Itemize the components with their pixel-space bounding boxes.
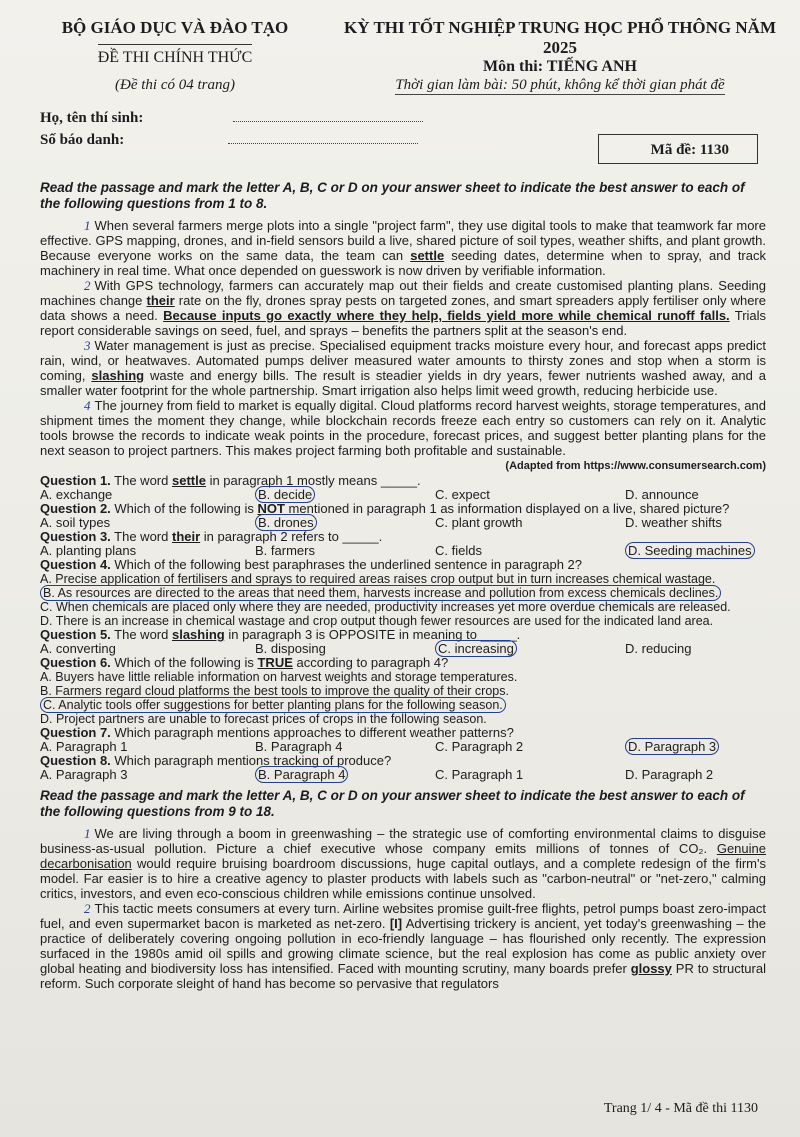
question-stem [40, 558, 766, 572]
answer-option[interactable] [40, 614, 766, 628]
question-label: Question 6. [40, 655, 111, 670]
question-label: Question 8. [40, 753, 111, 768]
page-count: (Đề thi có 04 trang) [115, 77, 235, 93]
question-keyword: settle [171, 473, 206, 488]
text: This tactic meets consumers at every turn. Airline websites promise guilt-free flights, petrol pumps boast zero-impact fuel, and even supermarket bacon is marketed as net-zero. [40, 901, 766, 931]
answer-options [40, 488, 766, 502]
answer-option[interactable] [625, 488, 766, 502]
question-text: The word [110, 473, 172, 488]
text: PR to structural reform. Such corporate sleight of hand has become so pervasive that regulators [40, 961, 766, 991]
question-keyword: their [171, 529, 201, 544]
paragraph-number: 3 [84, 338, 91, 353]
question-keyword: NOT [257, 501, 285, 516]
answer-option[interactable] [40, 516, 255, 530]
option-text: D. announce [625, 487, 699, 502]
question-4 [40, 558, 766, 628]
question-label: Question 4. [40, 557, 111, 572]
keyword-glossy: glossy [630, 961, 672, 976]
answer-option[interactable] [625, 544, 766, 558]
underlined-phrase: Genuine decarbonisation [40, 841, 766, 871]
exam-subject: Môn thi: TIẾNG ANH [483, 58, 637, 75]
question-stem [40, 754, 766, 768]
question-stem [40, 628, 766, 642]
option-text: C. Analytic tools offer suggestions for better planting plans for the following season. [40, 697, 506, 713]
answer-options [40, 516, 766, 530]
answer-option[interactable] [435, 544, 625, 558]
candidate-fields [40, 110, 423, 154]
answer-option[interactable] [40, 712, 766, 726]
passage1-paragraph-1 [40, 218, 766, 278]
question-label: Question 3. [40, 529, 111, 544]
question-text: The word [110, 627, 172, 642]
answer-option[interactable] [435, 740, 625, 754]
answer-option[interactable] [625, 768, 766, 782]
exam-time: Thời gian làm bài: 50 phút, không kể thời gian phát đề [395, 77, 725, 93]
answer-options [40, 572, 766, 628]
answer-option[interactable] [255, 768, 435, 782]
answer-option[interactable] [625, 740, 766, 754]
passage2-paragraph-2 [40, 901, 766, 991]
keyword-settle: settle [410, 248, 445, 263]
option-text: A. Paragraph 3 [40, 767, 128, 782]
answer-option[interactable] [40, 544, 255, 558]
question-text: Which paragraph mentions tracking of produce? [110, 753, 392, 768]
option-text: C. When chemicals are placed only where they are needed, productivity increases yet more overdue chemicals are released. [40, 600, 731, 614]
option-text: C. expect [435, 487, 490, 502]
answer-option[interactable] [40, 642, 255, 656]
question-keyword: TRUE [257, 655, 293, 670]
option-text: B. disposing [255, 641, 326, 656]
option-text: D. Paragraph 3 [625, 738, 719, 755]
option-text: D. Paragraph 2 [625, 767, 714, 782]
page-footer: Trang 1/ 4 - Mã đề thi 1130 [603, 1101, 758, 1116]
section2-instruction: Read the passage and mark the letter A, B, C or D on your answer sheet to indicate the best answer to each of the following questions from 9 to 18. [40, 788, 745, 819]
answer-option[interactable] [40, 586, 766, 600]
paragraph-number: 2 [84, 278, 91, 293]
text: With GPS technology, farmers can accurately map out their fields and create customised planting plans. Seeding machines change [40, 278, 766, 308]
answer-option[interactable] [255, 516, 435, 530]
text: seeding dates, determine when to spray, and track machinery in real time. What once depended on guesswork is now driven by verifiable information. [40, 248, 766, 278]
official-label: ĐỀ THI CHÍNH THỨC [98, 44, 252, 67]
answer-option[interactable] [40, 488, 255, 502]
option-text: B. Farmers regard cloud platforms the best tools to improve the quality of their crops. [40, 684, 509, 698]
text: waste and energy bills. The result is steadier yields in dry years, fewer nutrients washed away, and a smaller water footprint for the whole partnership. Smart irrigation also helps limit weed growth, reducing herbicide use. [40, 368, 766, 398]
question-7 [40, 726, 766, 754]
passage1-paragraph-3 [40, 338, 766, 398]
paragraph-number: 4 [84, 398, 91, 413]
text: The journey from field to market is equally digital. Cloud platforms record harvest weights, storage temperatures, and shipment times the moment they change, while blockchain records freeze each entry so customers can rely on it. Analytic tools browse the records to indicate weak points in the procedure, forecast prices, and suggest better planting plans for the next season to project partners. This makes project farming both profitable and sustainable. [40, 398, 766, 458]
text: Advertising trickery is ancient, yet today's greenwashing – the practice of deliberately covering ongoing pollution in eco-friendly language – has flourished only recently. The expression surfaced in the 1980s amid oil spills and growing climate science, but the real explosion has come as public anxiety over global heating and biodiversity loss has intensified. Faced with mounting scrutiny, many boards prefer [40, 916, 766, 976]
question-6 [40, 656, 766, 726]
question-stem [40, 502, 766, 516]
exam-title: KỲ THI TỐT NGHIỆP TRUNG HỌC PHỔ THÔNG NĂM 2025 [344, 18, 776, 57]
option-text: C. Paragraph 1 [435, 767, 524, 782]
source-citation: (Adapted from https://www.consumersearch.com) [505, 460, 766, 472]
underlined-sentence: Because inputs go exactly where they help, fields yield more while chemical runoff falls. [163, 308, 730, 323]
option-text: A. converting [40, 641, 116, 656]
question-text: Which of the following is [110, 655, 258, 670]
passage1-paragraph-4 [40, 398, 766, 458]
answer-option[interactable] [255, 544, 435, 558]
passage1-paragraph-2 [40, 278, 766, 338]
question-5 [40, 628, 766, 656]
answer-options [40, 768, 766, 782]
option-text: A. Buyers have little reliable information on harvest weights and storage temperatures. [40, 670, 518, 684]
section1-instruction: Read the passage and mark the letter A, B, C or D on your answer sheet to indicate the best answer to each of the following questions from 1 to 8. [40, 180, 745, 211]
question-keyword: slashing [171, 627, 225, 642]
option-text: D. reducing [625, 641, 692, 656]
option-text: B. Paragraph 4 [255, 766, 348, 783]
question-text: Which of the following is [110, 501, 258, 516]
question-label: Question 5. [40, 627, 111, 642]
option-text: C. plant growth [435, 515, 523, 530]
question-8 [40, 754, 766, 782]
question-label: Question 2. [40, 501, 111, 516]
answer-options [40, 740, 766, 754]
answer-option[interactable] [625, 516, 766, 530]
answer-option[interactable] [435, 642, 625, 656]
answer-option[interactable] [40, 670, 766, 684]
question-3 [40, 530, 766, 558]
option-text: A. exchange [40, 487, 113, 502]
paragraph-number: 1 [84, 826, 91, 841]
question-text: Which paragraph mentions approaches to different weather patterns? [110, 725, 514, 740]
option-text: C. increasing [435, 640, 517, 657]
option-text: A. Precise application of fertilisers and sprays to required areas raises crop output but in turn increases chemical wastage. [40, 572, 716, 586]
question-stem [40, 656, 766, 670]
answer-options [40, 544, 766, 558]
answer-option[interactable] [435, 488, 625, 502]
text: Trials report considerable savings on seed, fuel, and sprays – benefits the partners split at the season's end. [40, 308, 767, 338]
paragraph-number: 2 [84, 901, 91, 916]
text: When several farmers merge plots into a single "project farm", they use digital tools to make that teamwork far more effective. GPS mapping, drones, and in-field sensors build a live, shared picture of soil types, weather shifts, and plant growth. Because everyone works on the same data, the team can [40, 218, 766, 263]
question-label: Question 1. [40, 473, 111, 488]
option-text: D. Seeding machines [625, 542, 755, 559]
answer-option[interactable] [40, 600, 766, 614]
question-1 [40, 474, 766, 502]
option-text: A. Paragraph 1 [40, 739, 128, 754]
question-text: in paragraph 1 mostly means _____. [205, 473, 421, 488]
marker-i: [I] [389, 916, 403, 931]
header-right [340, 18, 780, 95]
questions-block [40, 474, 766, 782]
option-text: C. fields [435, 543, 482, 558]
answer-option[interactable] [435, 516, 625, 530]
answer-option[interactable] [255, 642, 435, 656]
option-text: A. planting plans [40, 543, 137, 558]
question-text: according to paragraph 4? [292, 655, 449, 670]
question-text: in paragraph 3 is OPPOSITE in meaning to _____. [224, 627, 521, 642]
exam-code-box: Mã đề: 1130 [598, 134, 758, 164]
option-text: B. drones [255, 514, 317, 531]
option-text: D. Project partners are unable to forecast prices of crops in the following season. [40, 712, 487, 726]
text: would require bruising boardroom discussions, huge capital outlays, and a complete redesign of the firm's model. Far easier is to hire a creative agency to plaster products with labels such as "carbon-neutral" or "net-zero," calming critics, investors, and even eco-conscious children while emissions continue unsolved. [40, 856, 766, 901]
option-text: B. farmers [255, 543, 315, 558]
question-text: mentioned in paragraph 1 as information displayed on a live, shared picture? [284, 501, 730, 516]
question-text: in paragraph 2 refers to _____. [200, 529, 383, 544]
question-text: The word [110, 529, 172, 544]
keyword-slashing: slashing [91, 368, 145, 383]
id-label: Số báo danh: [40, 132, 125, 148]
text: Water management is just as precise. Specialised equipment tracks moisture every hour, and forecast apps predict rain, wind, or heatwaves. Automated pumps deliver measured water amounts to thirsty zones and stop when a storm is coming, [40, 338, 766, 383]
text: We are living through a boom in greenwashing – the strategic use of comforting environmental claims to disguise business-as-usual pollution. Picture a chief executive whose company emits millions of tonnes of CO₂. [40, 826, 766, 856]
paragraph-number: 1 [84, 218, 91, 233]
answer-option[interactable] [435, 768, 625, 782]
answer-options [40, 670, 766, 726]
answer-option[interactable] [40, 768, 255, 782]
exam-header [40, 18, 776, 180]
answer-option[interactable] [40, 698, 766, 712]
question-label: Question 7. [40, 725, 111, 740]
answer-option[interactable] [40, 684, 766, 698]
text: rate on the fly, drones spray pests on targeted zones, and smart spreaders apply fertiliser only where data shows a need. [40, 293, 766, 323]
question-2 [40, 502, 766, 530]
answer-option[interactable] [255, 488, 435, 502]
keyword-their: their [146, 293, 175, 308]
name-label: Họ, tên thí sinh: [40, 110, 144, 126]
option-text: D. There is an increase in chemical wastage and crop output though fewer resources are used for the indicated land area. [40, 614, 714, 628]
option-text: B. decide [255, 486, 315, 503]
question-text: Which of the following best paraphrases the underlined sentence in paragraph 2? [110, 557, 582, 572]
option-text: D. weather shifts [625, 515, 722, 530]
answer-option[interactable] [40, 572, 766, 586]
name-field[interactable] [233, 121, 423, 122]
answer-option[interactable] [40, 740, 255, 754]
answer-option[interactable] [625, 642, 766, 656]
passage2-paragraph-1 [40, 826, 766, 901]
answer-option[interactable] [255, 740, 435, 754]
answer-options [40, 642, 766, 656]
option-text: B. Paragraph 4 [255, 739, 343, 754]
option-text: C. Paragraph 2 [435, 739, 524, 754]
option-text: B. As resources are directed to the areas that need them, harvests increase and pollution from excess chemicals declines. [40, 585, 721, 601]
header-left [60, 18, 290, 94]
id-field[interactable] [228, 143, 418, 144]
question-stem [40, 474, 766, 488]
option-text: A. soil types [40, 515, 111, 530]
ministry-name: BỘ GIÁO DỤC VÀ ĐÀO TẠO [61, 18, 289, 37]
